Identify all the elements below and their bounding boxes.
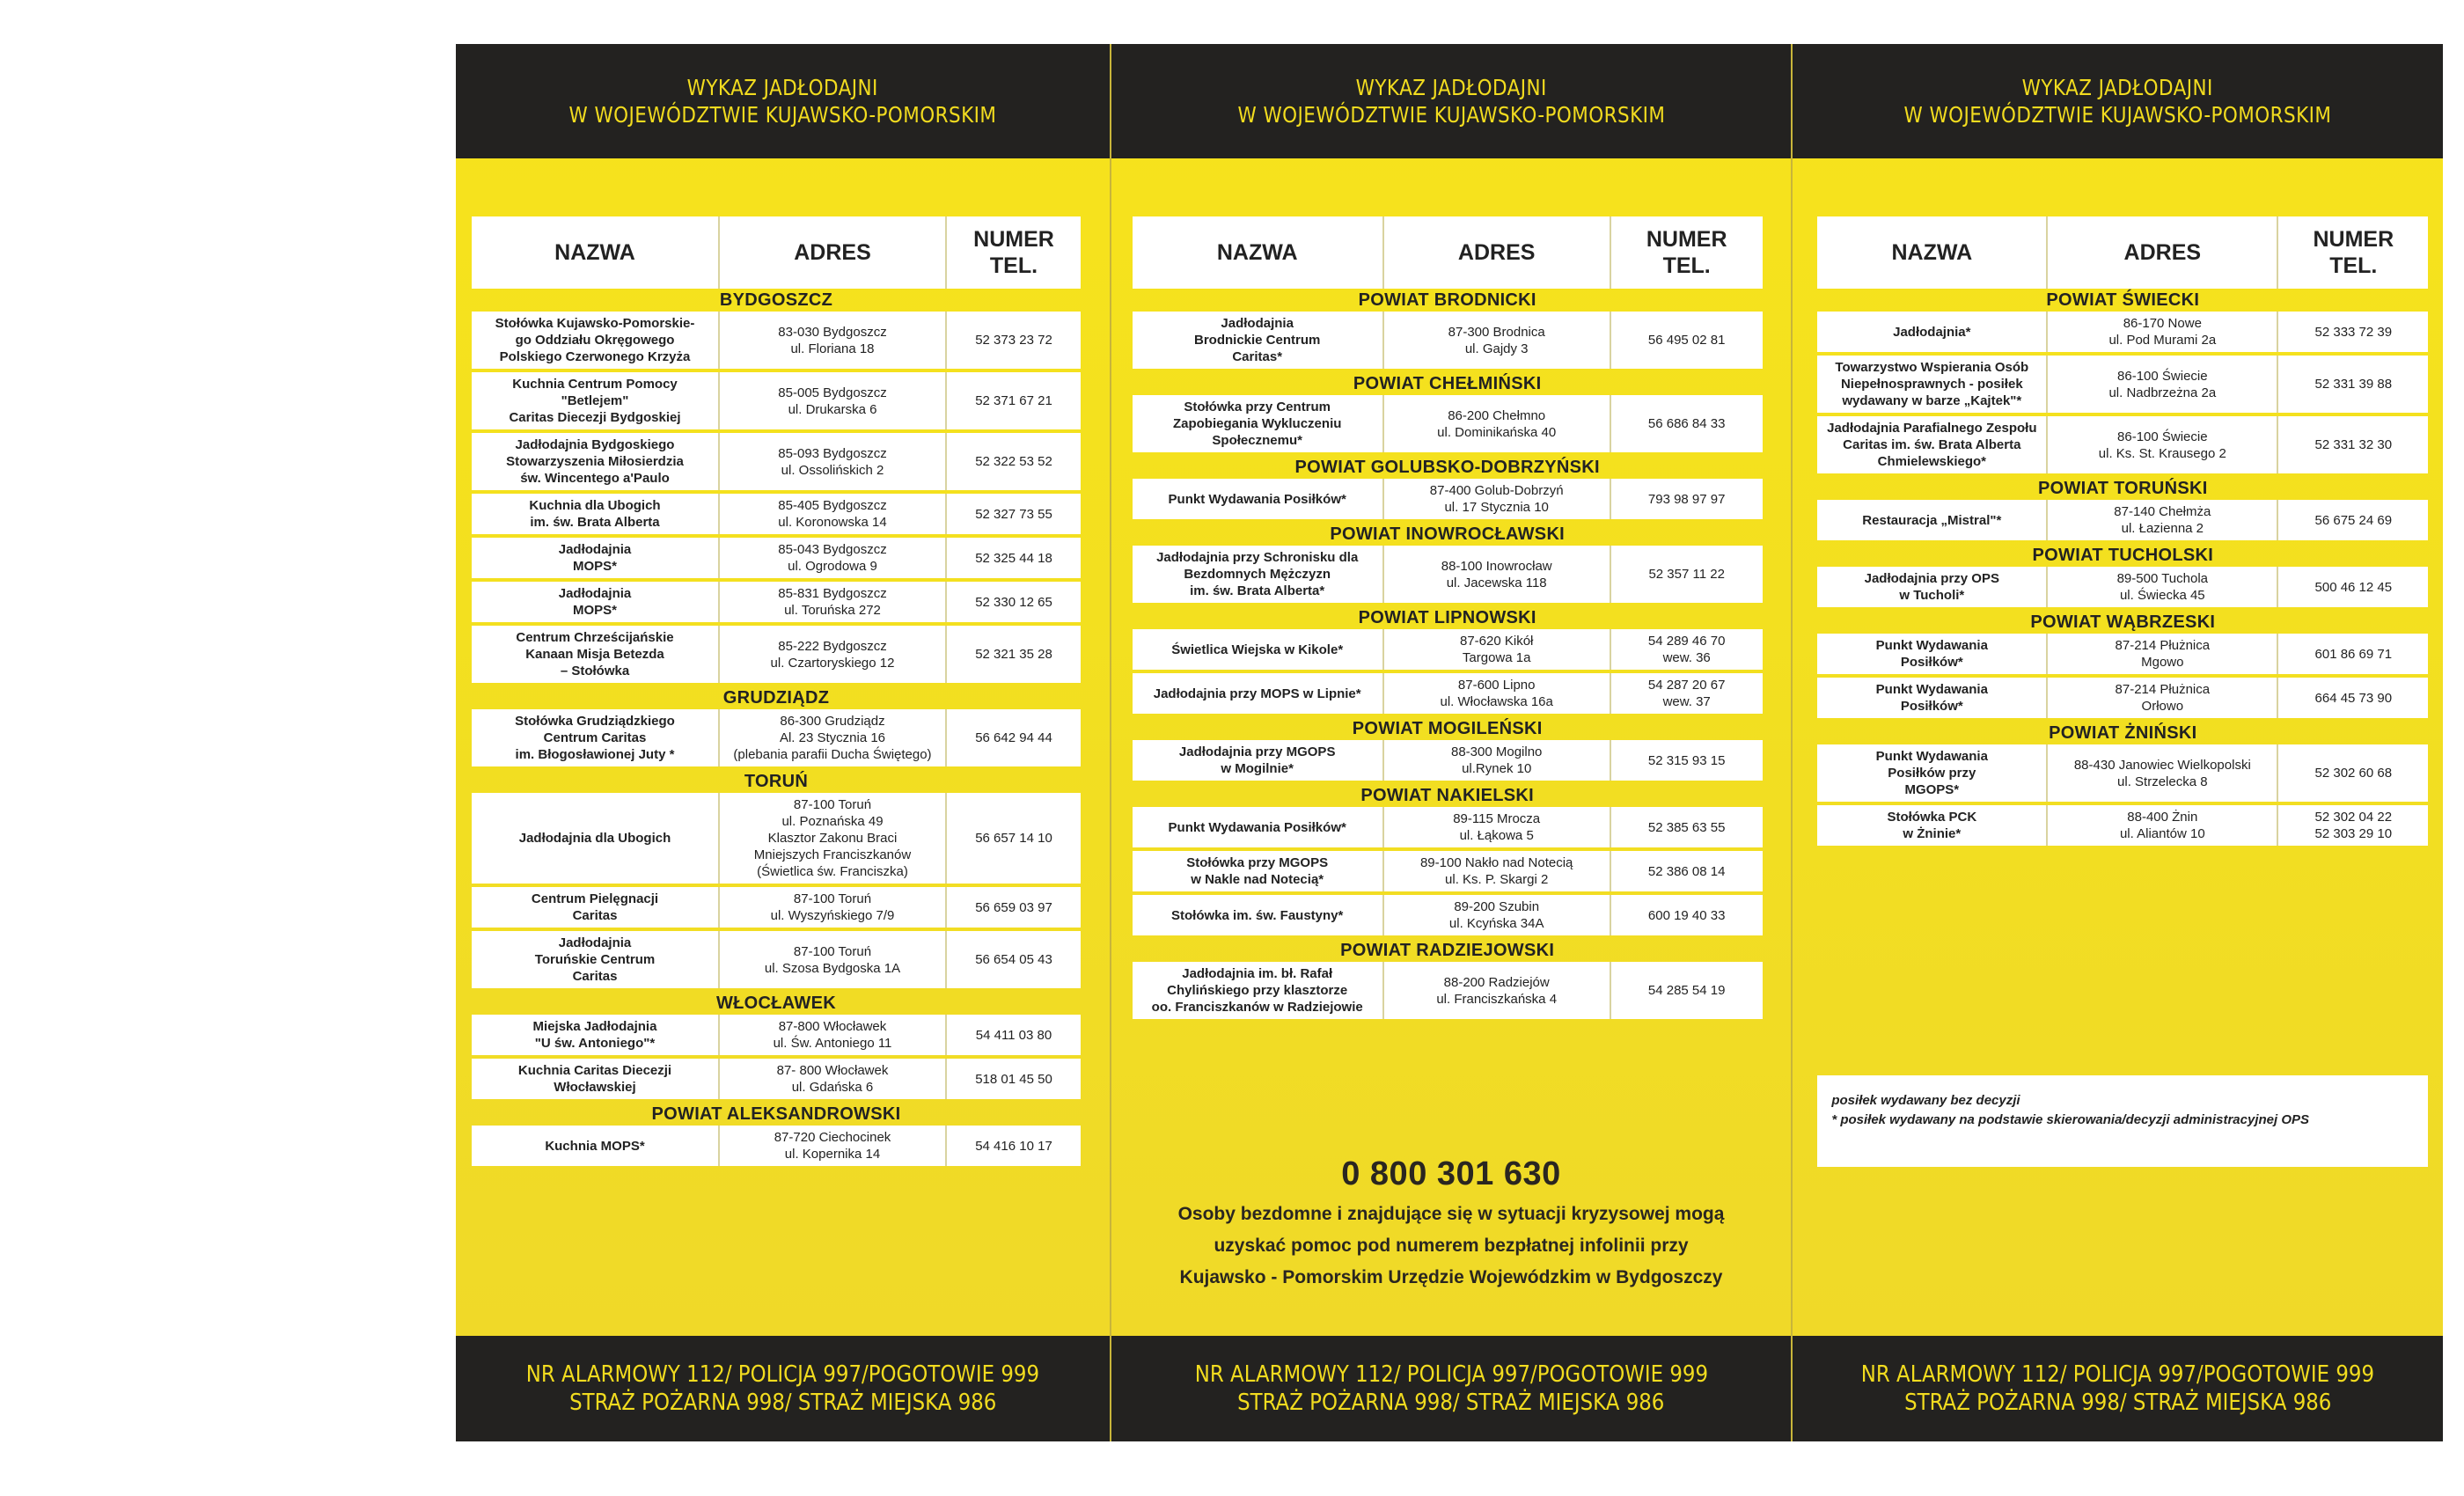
canteen-phone: 56 686 84 33 — [1647, 416, 1726, 431]
canteen-address: 85-093 Bydgoszcz ul. Ossolińskich 2 — [720, 433, 947, 490]
table-header — [1817, 216, 2428, 289]
canteen-name: Centrum Chrześcijańskie Kanaan Misja Betezda – Stołówka — [472, 626, 720, 683]
canteen-address: 86-100 Świecie ul. Ks. St. Krausego 2 — [2048, 416, 2278, 473]
canteen-address: 87-620 Kikół Targowa 1a — [1384, 629, 1611, 670]
canteen-name: Punkt Wydawania Posiłków* — [1817, 634, 2048, 674]
canteen-address: 88-430 Janowiec Wielkopolski ul. Strzelecka 8 — [2048, 744, 2278, 802]
canteen-name: Jadłodajnia dla Ubogich — [472, 793, 720, 884]
canteen-phone: 56 495 02 81 — [1647, 333, 1726, 348]
canteen-phone: 518 01 45 50 — [975, 1071, 1052, 1087]
section-title: POWIAT WĄBRZESKI — [2030, 612, 2216, 632]
canteen-phone: 54 416 10 17 — [975, 1138, 1052, 1154]
canteen-phone: 52 322 53 52 — [975, 454, 1052, 469]
section-title: WŁOCŁAWEK — [715, 994, 836, 1013]
table-row — [472, 1015, 1081, 1055]
table-row — [1133, 546, 1763, 603]
canteen-name: Świetlica Wiejska w Kikole* — [1133, 629, 1384, 670]
canteen-phone: 52 315 93 15 — [1647, 752, 1726, 768]
header-line: W WOJEWÓDZTWIE KUJAWSKO-POMORSKIM — [568, 102, 997, 128]
canteen-name: Punkt Wydawania Posiłków przy MGOPS* — [1817, 744, 2048, 802]
table-row — [1817, 805, 2428, 846]
footer-line: STRAŻ POŻARNA 998/ STRAŻ MIEJSKA 986 — [568, 1390, 996, 1416]
section-title: POWIAT NAKIELSKI — [1360, 786, 1535, 805]
canteen-name: Towarzystwo Wspierania Osób Niepełnosprawnych - posiłek wydawany w barze „Kajtek"* — [1817, 356, 2048, 413]
canteen-address: 87-140 Chełmża ul. Łazienna 2 — [2048, 500, 2278, 540]
canteen-name: Stołówka Kujawsko-Pomorskie- go Oddziału Okręgowego Polskiego Czerwonego Krzyża — [472, 312, 720, 369]
emergency-numbers — [1793, 1336, 2443, 1441]
table-row — [1817, 678, 2428, 718]
canteen-phone: 500 46 12 45 — [2314, 579, 2393, 595]
table-row — [1133, 395, 1763, 452]
table-row — [472, 538, 1081, 578]
table-row — [1133, 851, 1763, 891]
panel-left — [456, 44, 1111, 1441]
table-row — [472, 1059, 1081, 1099]
canteen-phone: 56 657 14 10 — [975, 831, 1052, 846]
canteen-name: Jadłodajnia* — [1817, 312, 2048, 352]
hotline-line: Osoby bezdomne i znajdujące się w sytuacji kryzysowej mogą — [1177, 1204, 1725, 1224]
canteen-name: Jadłodajnia przy MOPS w Lipnie* — [1133, 673, 1384, 714]
section-title: POWIAT GOLUBSKO-DOBRZYŃSKI — [1294, 458, 1600, 477]
table-row — [472, 372, 1081, 429]
canteen-address: 87-720 Ciechocinek ul. Kopernika 14 — [720, 1126, 947, 1166]
canteen-phone: 52 331 39 88 — [2314, 377, 2393, 392]
canteen-phone: 52 302 60 68 — [2314, 766, 2393, 781]
phone-column-header: NUMER TEL. — [1646, 227, 1727, 278]
canteen-name: Kuchnia Centrum Pomocy "Betlejem" Caritas Diecezji Bydgoskiej — [472, 372, 720, 429]
canteen-table — [1133, 216, 1763, 1023]
table-row — [472, 312, 1081, 369]
canteen-address: 89-200 Szubin ul. Kcyńska 34A — [1384, 895, 1611, 935]
panel-middle — [1111, 44, 1793, 1441]
table-row — [1133, 895, 1763, 935]
table-row — [472, 1126, 1081, 1166]
table-row — [1133, 629, 1763, 670]
table-row — [1817, 500, 2428, 540]
canteen-phone: 52 331 32 30 — [2314, 437, 2393, 452]
name-column-header: NAZWA — [1817, 216, 2048, 289]
name-column-header: NAZWA — [1133, 216, 1384, 289]
section-title: POWIAT TUCHOLSKI — [2032, 546, 2214, 565]
canteen-name: Punkt Wydawania Posiłków* — [1133, 807, 1384, 847]
table-row — [1817, 634, 2428, 674]
table-row — [1817, 567, 2428, 607]
canteen-name: Kuchnia MOPS* — [472, 1126, 720, 1166]
canteen-phone: 54 289 46 70 wew. 36 — [1647, 634, 1726, 665]
header-line: WYKAZ JADŁODAJNI — [2022, 75, 2214, 100]
canteen-phone: 600 19 40 33 — [1647, 907, 1726, 923]
section-title: POWIAT ŻNIŃSKI — [2049, 723, 2197, 743]
address-column-header: ADRES — [1384, 216, 1611, 289]
canteen-phone: 52 386 08 14 — [1647, 863, 1726, 879]
table-row — [1817, 356, 2428, 413]
canteen-phone: 56 642 94 44 — [975, 730, 1052, 745]
table-row — [472, 433, 1081, 490]
canteen-phone: 56 654 05 43 — [975, 952, 1052, 967]
footer-line: STRAŻ POŻARNA 998/ STRAŻ MIEJSKA 986 — [1904, 1390, 2332, 1416]
hotline-block — [1111, 1153, 1792, 1294]
canteen-table — [472, 216, 1081, 1170]
hotline-line: uzyskać pomoc pod numerem bezpłatnej infolinii przy — [1214, 1236, 1689, 1256]
canteen-address: 85-405 Bydgoszcz ul. Koronowska 14 — [720, 494, 947, 534]
section-title: BYDGOSZCZ — [719, 290, 833, 310]
canteen-address: 88-400 Żnin ul. Aliantów 10 — [2048, 805, 2278, 846]
panel-header — [1793, 44, 2443, 158]
canteen-name: Punkt Wydawania Posiłków* — [1817, 678, 2048, 718]
canteen-name: Stołówka przy Centrum Zapobiegania Wykluczeniu Społecznemu* — [1133, 395, 1384, 452]
canteen-phone: 52 333 72 39 — [2314, 324, 2393, 340]
canteen-phone: 56 675 24 69 — [2314, 512, 2393, 528]
canteen-name: Jadłodajnia Bydgoskiego Stowarzyszenia Miłosierdzia św. Wincentego a'Paulo — [472, 433, 720, 490]
canteen-name: Jadłodajnia MOPS* — [472, 582, 720, 622]
canteen-name: Jadłodajnia MOPS* — [472, 538, 720, 578]
brochure — [456, 44, 2443, 1441]
footnotes — [1817, 1075, 2428, 1167]
canteen-address: 88-200 Radziejów ul. Franciszkańska 4 — [1384, 962, 1611, 1019]
hotline-text — [1111, 1199, 1792, 1294]
canteen-name: Jadłodajnia przy Schronisku dla Bezdomnych Mężczyzn im. św. Brata Alberta* — [1133, 546, 1384, 603]
section-title: POWIAT RADZIEJOWSKI — [1340, 941, 1555, 960]
canteen-phone: 52 385 63 55 — [1647, 819, 1726, 835]
emergency-numbers — [456, 1336, 1110, 1441]
canteen-address: 87-214 Płużnica Mgowo — [2048, 634, 2278, 674]
section-title: GRUDZIĄDZ — [722, 688, 830, 708]
panel-header — [456, 44, 1110, 158]
canteen-address: 86-200 Chełmno ul. Dominikańska 40 — [1384, 395, 1611, 452]
footer-line: NR ALARMOWY 112/ POLICJA 997/POGOTOWIE 999 — [1861, 1361, 2375, 1388]
section-title: POWIAT TORUŃSKI — [2037, 479, 2208, 498]
section-title: POWIAT CHEŁMIŃSKI — [1353, 374, 1542, 393]
address-column-header: ADRES — [2048, 216, 2278, 289]
table-row — [1133, 740, 1763, 781]
canteen-phone: 601 86 69 71 — [2314, 646, 2393, 662]
table-row — [1817, 744, 2428, 802]
canteen-address: 87-600 Lipno ul. Włocławska 16a — [1384, 673, 1611, 714]
table-row — [472, 931, 1081, 988]
table-row — [472, 793, 1081, 884]
canteen-phone: 52 302 04 22 52 303 29 10 — [2314, 810, 2393, 841]
canteen-address: 87- 800 Włocławek ul. Gdańska 6 — [720, 1059, 947, 1099]
canteen-address: 85-831 Bydgoszcz ul. Toruńska 272 — [720, 582, 947, 622]
canteen-phone: 52 325 44 18 — [975, 550, 1052, 566]
canteen-name: Restauracja „Mistral"* — [1817, 500, 2048, 540]
canteen-address: 86-300 Grudziądz Al. 23 Stycznia 16 (plebania parafii Ducha Świętego) — [720, 709, 947, 766]
table-row — [472, 709, 1081, 766]
canteen-name: Stołówka przy MGOPS w Nakle nad Notecią* — [1133, 851, 1384, 891]
canteen-phone: 54 411 03 80 — [975, 1027, 1052, 1043]
canteen-address: 89-115 Mrocza ul. Łąkowa 5 — [1384, 807, 1611, 847]
canteen-name: Jadłodajnia im. bł. Rafał Chylińskiego przy klasztorze oo. Franciszkanów w Radziejowie — [1133, 962, 1384, 1019]
canteen-phone: 52 321 35 28 — [975, 647, 1052, 662]
canteen-address: 87-214 Płużnica Orłowo — [2048, 678, 2278, 718]
phone-column-header: NUMER TEL. — [973, 227, 1054, 278]
canteen-name: Punkt Wydawania Posiłków* — [1133, 479, 1384, 519]
canteen-name: Jadłodajnia przy MGOPS w Mogilnie* — [1133, 740, 1384, 781]
table-row — [1133, 479, 1763, 519]
header-line: WYKAZ JADŁODAJNI — [686, 75, 878, 100]
section-title: POWIAT ALEKSANDROWSKI — [651, 1104, 901, 1124]
canteen-address: 83-030 Bydgoszcz ul. Floriana 18 — [720, 312, 947, 369]
canteen-name: Kuchnia dla Ubogich im. św. Brata Alberta — [472, 494, 720, 534]
canteen-address: 89-100 Nakło nad Notecią ul. Ks. P. Skargi 2 — [1384, 851, 1611, 891]
canteen-name: Jadłodajnia Parafialnego Zespołu Caritas im. św. Brata Alberta Chmielewskiego* — [1817, 416, 2048, 473]
canteen-phone: 793 98 97 97 — [1647, 491, 1726, 507]
canteen-phone: 56 659 03 97 — [975, 899, 1052, 915]
phone-column-header: NUMER TEL. — [2313, 227, 2394, 278]
canteen-phone: 664 45 73 90 — [2314, 690, 2393, 706]
footer-line: NR ALARMOWY 112/ POLICJA 997/POGOTOWIE 999 — [525, 1361, 1039, 1388]
canteen-phone: 54 285 54 19 — [1647, 983, 1726, 998]
canteen-address: 86-170 Nowe ul. Pod Murami 2a — [2048, 312, 2278, 352]
hotline-line: Kujawsko - Pomorskim Urzędzie Wojewódzkim w Bydgoszczy — [1179, 1267, 1723, 1287]
canteen-address: 89-500 Tuchola ul. Świecka 45 — [2048, 567, 2278, 607]
footnote-line: posiłek wydawany bez decyzji — [1831, 1093, 2020, 1108]
header-line: WYKAZ JADŁODAJNI — [1355, 75, 1547, 100]
canteen-phone: 52 330 12 65 — [975, 594, 1052, 610]
canteen-phone: 54 287 20 67 wew. 37 — [1647, 678, 1726, 709]
canteen-address: 87-300 Brodnica ul. Gajdy 3 — [1384, 312, 1611, 369]
table-header — [472, 216, 1081, 289]
canteen-name: Centrum Pielęgnacji Caritas — [472, 887, 720, 928]
footer-line: NR ALARMOWY 112/ POLICJA 997/POGOTOWIE 999 — [1194, 1361, 1708, 1388]
panel-header — [1111, 44, 1792, 158]
canteen-address: 85-043 Bydgoszcz ul. Ogrodowa 9 — [720, 538, 947, 578]
section-title: POWIAT INOWROCŁAWSKI — [1330, 524, 1566, 544]
header-line: W WOJEWÓDZTWIE KUJAWSKO-POMORSKIM — [1903, 102, 2332, 128]
table-row — [1133, 807, 1763, 847]
emergency-numbers — [1111, 1336, 1792, 1441]
canteen-name: Kuchnia Caritas Diecezji Włocławskiej — [472, 1059, 720, 1099]
canteen-address: 87-800 Włocławek ul. Św. Antoniego 11 — [720, 1015, 947, 1055]
canteen-phone: 52 373 23 72 — [975, 333, 1052, 348]
table-row — [472, 494, 1081, 534]
canteen-name: Jadłodajnia przy OPS w Tucholi* — [1817, 567, 2048, 607]
table-row — [1133, 312, 1763, 369]
table-row — [1817, 312, 2428, 352]
canteen-phone: 52 357 11 22 — [1648, 567, 1725, 582]
table-row — [472, 626, 1081, 683]
canteen-name: Stołówka im. św. Faustyny* — [1133, 895, 1384, 935]
canteen-name: Stołówka Grudziądzkiego Centrum Caritas im. Błogosławionej Juty * — [472, 709, 720, 766]
address-column-header: ADRES — [720, 216, 947, 289]
canteen-address: 87-100 Toruń ul. Poznańska 49 Klasztor Zakonu Braci Mniejszych Franciszkanów (Świetlica św. Franciszka) — [720, 793, 947, 884]
canteen-address: 88-300 Mogilno ul.Rynek 10 — [1384, 740, 1611, 781]
section-title: POWIAT LIPNOWSKI — [1358, 608, 1536, 627]
canteen-name: Jadłodajnia Toruńskie Centrum Caritas — [472, 931, 720, 988]
canteen-address: 87-100 Toruń ul. Szosa Bydgoska 1A — [720, 931, 947, 988]
table-row — [472, 582, 1081, 622]
section-title: POWIAT BRODNICKI — [1358, 290, 1536, 310]
table-header — [1133, 216, 1763, 289]
table-row — [472, 887, 1081, 928]
table-row — [1133, 962, 1763, 1019]
table-row — [1817, 416, 2428, 473]
canteen-name: Miejska Jadłodajnia "U św. Antoniego"* — [472, 1015, 720, 1055]
canteen-name: Stołówka PCK w Żninie* — [1817, 805, 2048, 846]
name-column-header: NAZWA — [472, 216, 720, 289]
canteen-address: 87-100 Toruń ul. Wyszyńskiego 7/9 — [720, 887, 947, 928]
canteen-name: Jadłodajnia Brodnickie Centrum Caritas* — [1133, 312, 1384, 369]
header-line: W WOJEWÓDZTWIE KUJAWSKO-POMORSKIM — [1237, 102, 1665, 128]
canteen-table — [1817, 216, 2428, 849]
section-title: POWIAT MOGILEŃSKI — [1352, 719, 1543, 738]
section-title: TORUŃ — [744, 772, 809, 791]
canteen-phone: 52 371 67 21 — [975, 393, 1052, 408]
footer-line: STRAŻ POŻARNA 998/ STRAŻ MIEJSKA 986 — [1237, 1390, 1665, 1416]
hotline-number: 0 800 301 630 — [1341, 1155, 1561, 1192]
panel-right — [1793, 44, 2443, 1441]
canteen-address: 85-005 Bydgoszcz ul. Drukarska 6 — [720, 372, 947, 429]
table-row — [1133, 673, 1763, 714]
canteen-address: 88-100 Inowrocław ul. Jacewska 118 — [1384, 546, 1611, 603]
section-title: POWIAT ŚWIECKI — [2046, 290, 2200, 310]
canteen-address: 86-100 Świecie ul. Nadbrzeżna 2a — [2048, 356, 2278, 413]
canteen-phone: 52 327 73 55 — [975, 506, 1052, 522]
canteen-address: 87-400 Golub-Dobrzyń ul. 17 Stycznia 10 — [1384, 479, 1611, 519]
canteen-address: 85-222 Bydgoszcz ul. Czartoryskiego 12 — [720, 626, 947, 683]
footnote-line: * posiłek wydawany na podstawie skierowania/decyzji administracyjnej OPS — [1831, 1112, 2310, 1127]
